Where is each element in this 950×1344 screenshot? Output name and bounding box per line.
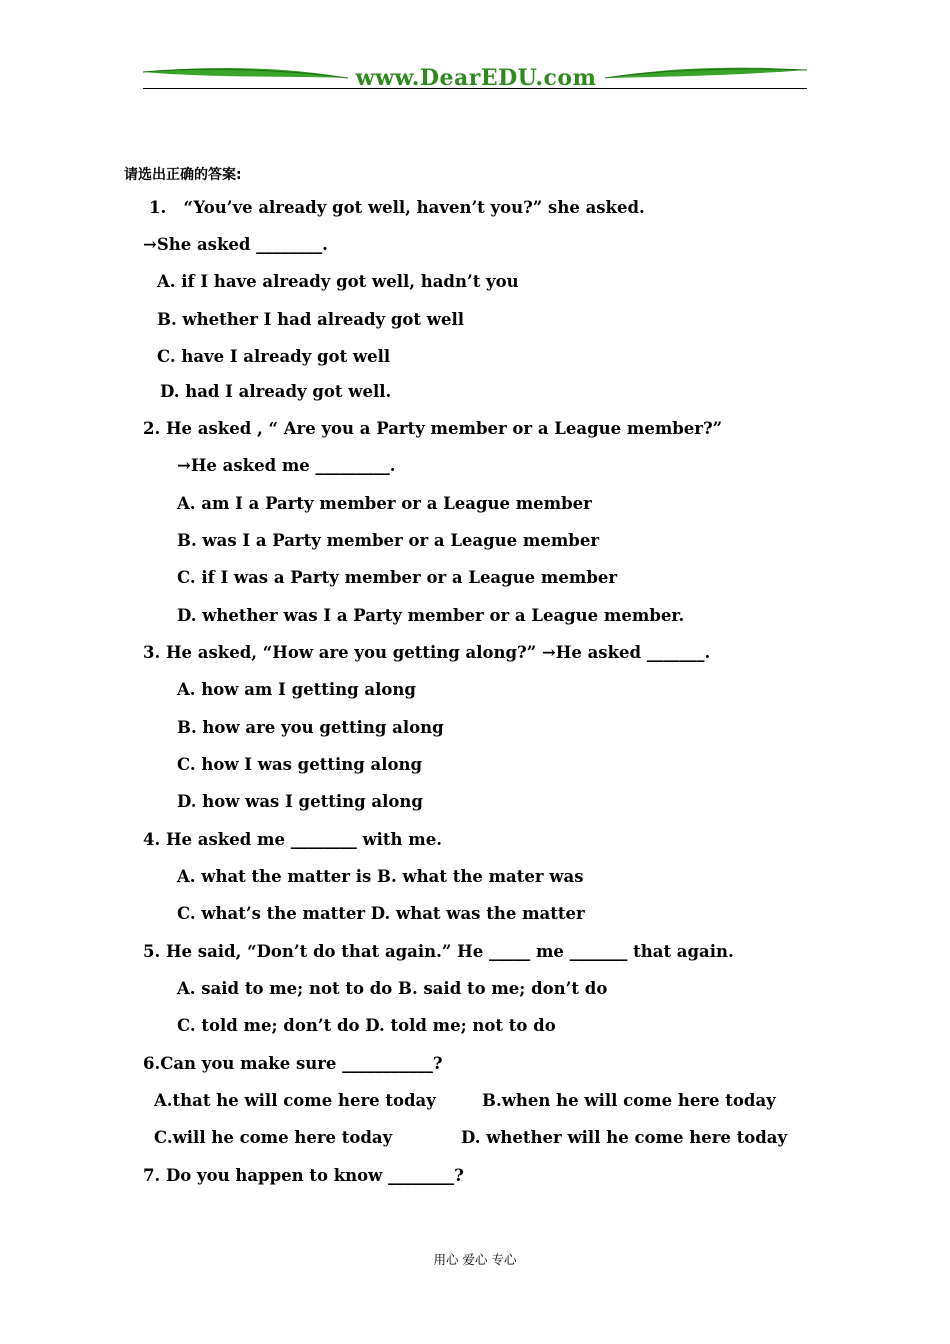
question-4-stem: 4. He asked me ________ with me. bbox=[143, 830, 442, 849]
question-5-stem: 5. He said, “Don’t do that again.” He _____ me _______ that again. bbox=[143, 942, 734, 961]
page-header bbox=[143, 62, 807, 92]
question-2-option-d: D. whether was I a Party member or a League member. bbox=[177, 606, 685, 625]
header-divider bbox=[143, 88, 807, 89]
question-3-option-c: C. how I was getting along bbox=[177, 755, 422, 774]
question-4-options-cd: C. what’s the matter D. what was the matter bbox=[177, 904, 585, 923]
question-2-option-b: B. was I a Party member or a League member bbox=[177, 531, 600, 550]
question-6-stem: 6.Can you make sure ___________? bbox=[143, 1054, 443, 1073]
page-footer: 用心 爱心 专心 bbox=[433, 1252, 517, 1267]
question-6-option-d: D. whether will he come here today bbox=[461, 1128, 788, 1147]
site-logo-text: www.DearEDU.com bbox=[355, 65, 597, 91]
question-6-option-a: A.that he will come here today bbox=[154, 1091, 436, 1110]
question-3-option-d: D. how was I getting along bbox=[177, 792, 423, 811]
question-3-stem: 3. He asked, “How are you getting along?” →He asked _______. bbox=[143, 643, 711, 662]
question-5-options-ab: A. said to me; not to do B. said to me; don’t do bbox=[177, 979, 608, 998]
instruction-text: 请选出正确的答案: bbox=[124, 167, 242, 183]
question-7-stem: 7. Do you happen to know ________? bbox=[143, 1166, 464, 1185]
question-2-transform: →He asked me _________. bbox=[177, 456, 396, 475]
question-1-option-c: C. have I already got well bbox=[157, 347, 391, 366]
question-1-option-a: A. if I have already got well, hadn’t you bbox=[157, 272, 519, 291]
question-6-option-b: B.when he will come here today bbox=[482, 1091, 776, 1110]
question-3-option-b: B. how are you getting along bbox=[177, 718, 444, 737]
question-1-stem: 1. “You’ve already got well, haven’t you?” she asked. bbox=[149, 198, 645, 217]
question-2-option-a: A. am I a Party member or a League member bbox=[177, 494, 592, 513]
question-1-transform: →She asked ________. bbox=[143, 235, 328, 254]
question-3-option-a: A. how am I getting along bbox=[177, 680, 416, 699]
question-5-options-cd: C. told me; don’t do D. told me; not to do bbox=[177, 1016, 556, 1035]
question-2-option-c: C. if I was a Party member or a League member bbox=[177, 568, 618, 587]
question-1-option-d: D. had I already got well. bbox=[160, 382, 392, 401]
question-4-options-ab: A. what the matter is B. what the mater was bbox=[177, 867, 584, 886]
question-6-option-c: C.will he come here today bbox=[154, 1128, 393, 1147]
question-1-option-b: B. whether I had already got well bbox=[157, 310, 464, 329]
question-2-stem: 2. He asked , “ Are you a Party member or a League member?” bbox=[143, 419, 723, 438]
